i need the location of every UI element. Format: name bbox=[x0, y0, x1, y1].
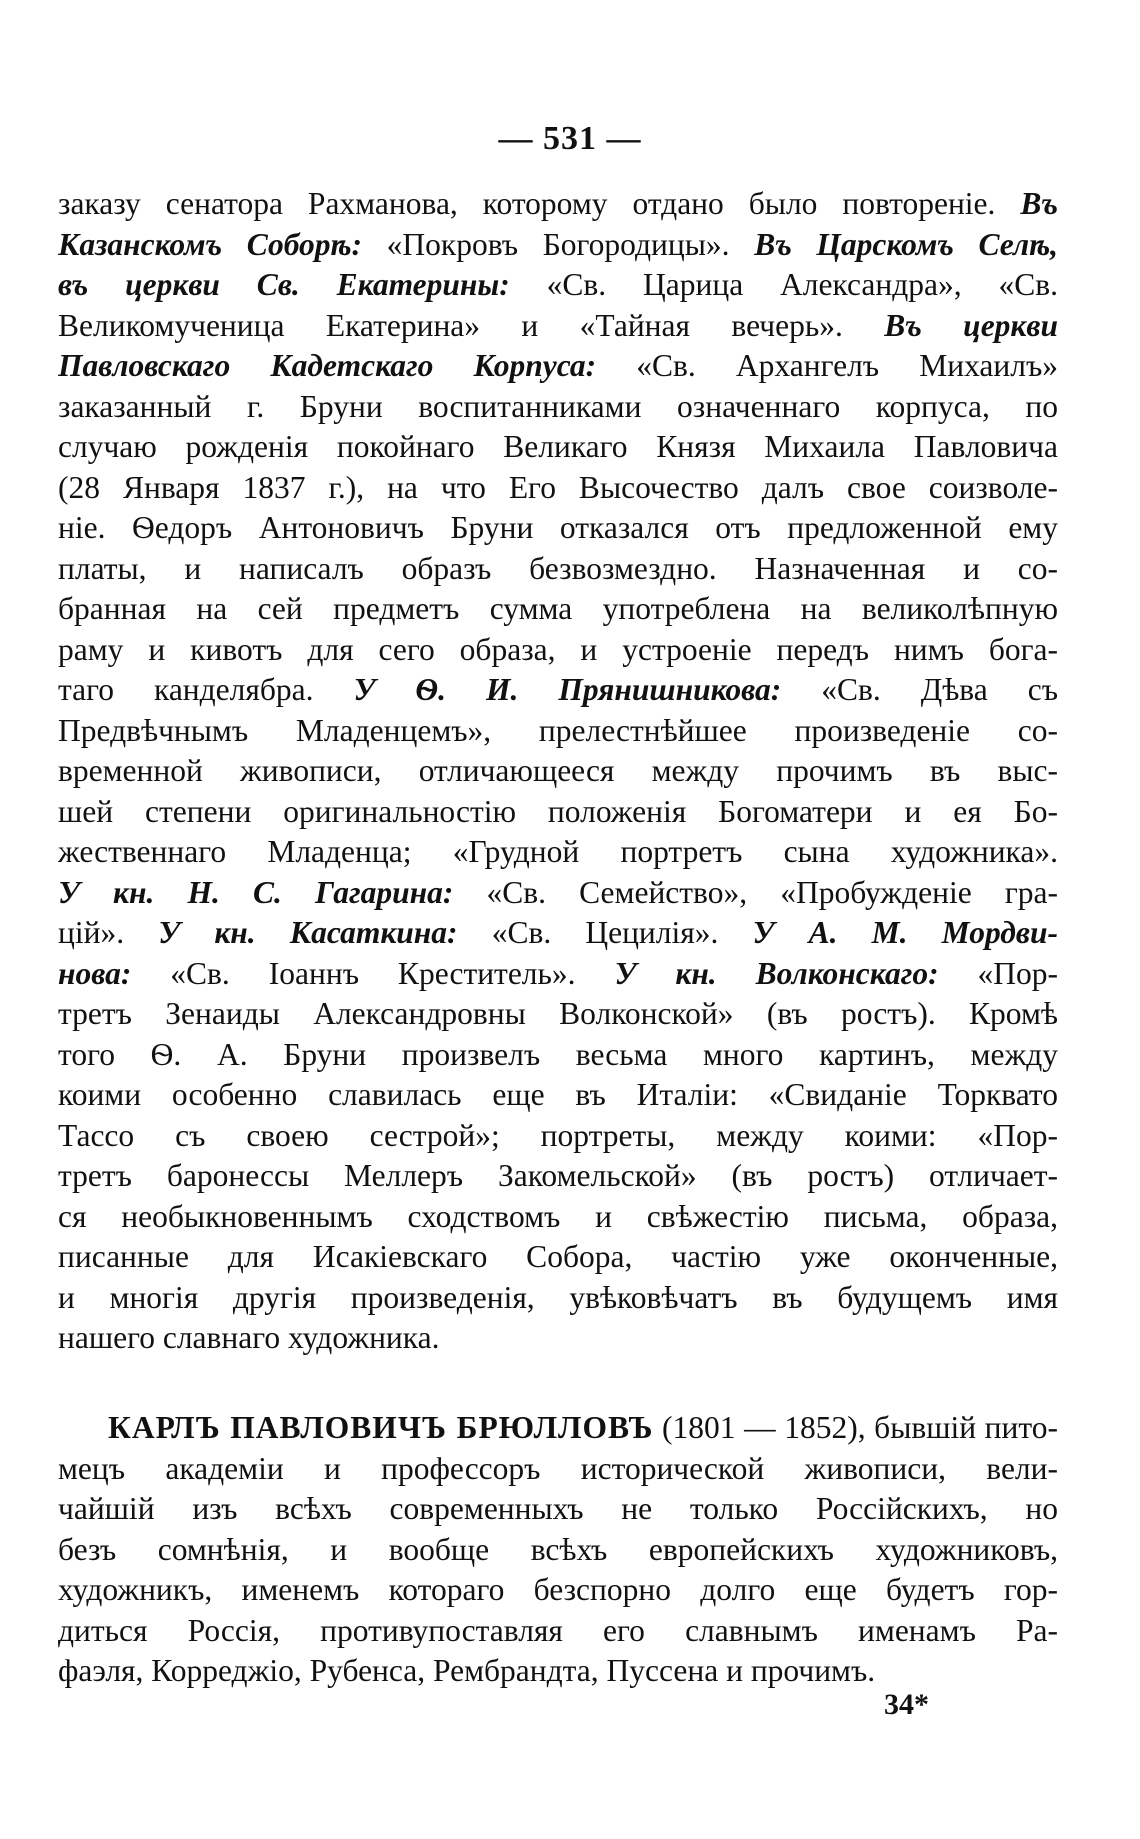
text-run: платы, и написалъ образъ безвозмездно. Назначенная и со- bbox=[58, 550, 1058, 586]
text-run: (28 Января 1837 г.), на что Его Высочество далъ свое соизволе- bbox=[58, 469, 1058, 505]
text-line bbox=[58, 1318, 1058, 1359]
text-line bbox=[58, 1611, 1058, 1652]
text-run: бранная на сей предметъ сумма употреблена на великолѣпную bbox=[58, 591, 1058, 626]
italic-text: Въ церкви bbox=[884, 307, 1058, 343]
text-run: Великомученица Екатерина» и «Тайная вечерь». bbox=[58, 307, 885, 343]
paragraph-bryullov bbox=[58, 1408, 1058, 1692]
text-line bbox=[58, 1197, 1058, 1238]
text-run: «Св. Царица Александра», «Св. bbox=[546, 267, 1058, 302]
text-run: случаю рожденія покойнаго Великаго Князя Михаила Павловича bbox=[58, 429, 1058, 464]
text-line bbox=[58, 913, 1058, 954]
text-line bbox=[58, 954, 1058, 995]
text-run: диться Россія, противупоставляя его славнымъ именамъ Ра- bbox=[58, 1612, 1058, 1648]
text-line bbox=[58, 751, 1058, 792]
text-run: чайшій изъ всѣхъ современныхъ не только Россійскихъ, но bbox=[58, 1491, 1058, 1526]
text-line bbox=[58, 792, 1058, 833]
text-run: временной живописи, отличающееся между прочимъ въ выс- bbox=[58, 753, 1058, 788]
text-line bbox=[58, 225, 1058, 266]
text-run: ся необыкновеннымъ сходствомъ и свѣжестію письма, образа, bbox=[58, 1198, 1058, 1234]
signature-mark: 34* bbox=[884, 1688, 929, 1721]
text-run: цій». bbox=[58, 915, 159, 950]
text-run: «Св. Цецилія». bbox=[491, 915, 753, 950]
text-run: безъ сомнѣнія, и вообще всѣхъ европейскихъ художниковъ, bbox=[58, 1531, 1058, 1567]
text-run: заказу сенатора Рахманова, которому отдано было повтореніе. bbox=[58, 186, 1021, 221]
text-line bbox=[58, 1449, 1058, 1490]
text-run: мецъ академіи и профессоръ исторической живописи, вели- bbox=[58, 1450, 1058, 1486]
italic-text: У Ѳ. И. Прянишникова: bbox=[353, 672, 822, 707]
text-line bbox=[58, 387, 1058, 428]
text-line bbox=[58, 832, 1058, 873]
text-line bbox=[58, 265, 1058, 306]
text-line bbox=[58, 1408, 1058, 1449]
text-line bbox=[58, 994, 1058, 1035]
text-run: фаэля, Корреджіо, Рубенса, Рембрандта, Пуссена и прочимъ. bbox=[58, 1653, 876, 1688]
text-line bbox=[58, 711, 1058, 752]
italic-text: У кн. Н. С. Гагарина: bbox=[58, 874, 487, 910]
italic-text: У кн. Волконскаго: bbox=[614, 955, 978, 991]
text-line bbox=[58, 549, 1058, 590]
text-line bbox=[58, 1116, 1058, 1157]
text-run: (1801 — 1852), бывшій пито- bbox=[653, 1410, 1058, 1445]
italic-text: Казанскомъ Соборѣ: bbox=[58, 226, 387, 262]
italic-text: Въ bbox=[1020, 186, 1058, 221]
text-run: художникъ, именемъ котораго безспорно долго еще будетъ гор- bbox=[58, 1572, 1058, 1607]
text-line bbox=[58, 1237, 1058, 1278]
text-run: заказанный г. Бруни воспитанниками означеннаго корпуса, по bbox=[58, 388, 1058, 424]
text-run: и многія другія произведенія, увѣковѣчатъ въ будущемъ имя bbox=[58, 1279, 1058, 1315]
text-line bbox=[58, 427, 1058, 468]
text-line bbox=[58, 1651, 1058, 1692]
text-line bbox=[58, 1156, 1058, 1197]
text-line bbox=[58, 589, 1058, 630]
italic-text: Въ Царскомъ Селѣ, bbox=[754, 226, 1058, 262]
italic-text: Павловскаго Кадетскаго Корпуса: bbox=[58, 348, 637, 383]
text-line bbox=[58, 1075, 1058, 1116]
text-line bbox=[58, 184, 1058, 225]
text-run: «Св. Дѣва съ bbox=[821, 672, 1058, 707]
text-line bbox=[58, 1530, 1058, 1571]
text-line bbox=[58, 468, 1058, 509]
text-run: Предвѣчнымъ Младенцемъ», прелестнѣйшее произведеніе со- bbox=[58, 712, 1058, 748]
text-line bbox=[58, 1035, 1058, 1076]
text-run: третъ Зенаиды Александровны Волконской» (въ ростъ). Кромѣ bbox=[58, 996, 1058, 1031]
text-run: «Св. Архангелъ Михаилъ» bbox=[636, 348, 1058, 383]
text-run: нашего славнаго художника. bbox=[58, 1320, 440, 1355]
text-line bbox=[58, 1570, 1058, 1611]
bold-name: КАРЛЪ ПАВЛОВИЧЪ БРЮЛЛОВЪ bbox=[108, 1410, 654, 1445]
text-run: шей степени оригинальностію положенія Богоматери и ея Бо- bbox=[58, 793, 1058, 829]
text-run: третъ баронессы Меллеръ Закомельской» (въ ростъ) отличает- bbox=[58, 1158, 1058, 1193]
italic-text: У кн. Касаткина: bbox=[158, 915, 492, 950]
italic-text: нова: bbox=[58, 955, 171, 991]
italic-text: У А. М. Мордви- bbox=[752, 915, 1058, 950]
text-run: жественнаго Младенца; «Грудной портретъ сына художника». bbox=[58, 834, 1058, 869]
text-line bbox=[58, 1489, 1058, 1530]
text-line bbox=[58, 1278, 1058, 1319]
text-line bbox=[58, 306, 1058, 347]
text-line bbox=[58, 346, 1058, 387]
text-run: «Св. Іоаннъ Креститель». bbox=[170, 955, 615, 991]
paragraph-bruni bbox=[58, 184, 1058, 1359]
text-line bbox=[58, 873, 1058, 914]
text-run: писанные для Исакіевскаго Собора, частію уже оконченные, bbox=[58, 1239, 1058, 1274]
text-line bbox=[58, 508, 1058, 549]
text-line bbox=[58, 630, 1058, 671]
text-run: ніе. Ѳедоръ Антоновичъ Бруни отказался отъ предложенной ему bbox=[58, 510, 1058, 545]
text-run: «Св. Семейство», «Пробужденіе гра- bbox=[486, 874, 1058, 910]
italic-text: въ церкви Св. Екатерины: bbox=[58, 267, 547, 302]
text-run: таго канделябра. bbox=[58, 672, 354, 707]
text-run: «Пор- bbox=[977, 955, 1058, 991]
text-run: того Ѳ. А. Бруни произвелъ весьма много картинъ, между bbox=[58, 1036, 1058, 1072]
text-run: Тассо съ своею сестрой»; портреты, между коими: «Пор- bbox=[58, 1117, 1058, 1153]
text-run: «Покровъ Богородицы». bbox=[386, 226, 755, 262]
text-line bbox=[58, 670, 1058, 711]
text-run: коими особенно славилась еще въ Италіи: «Свиданіе Торквато bbox=[58, 1077, 1058, 1112]
text-run: раму и кивотъ для сего образа, и устроеніе передъ нимъ бога- bbox=[58, 631, 1058, 667]
page-number: — 531 — bbox=[498, 120, 642, 157]
